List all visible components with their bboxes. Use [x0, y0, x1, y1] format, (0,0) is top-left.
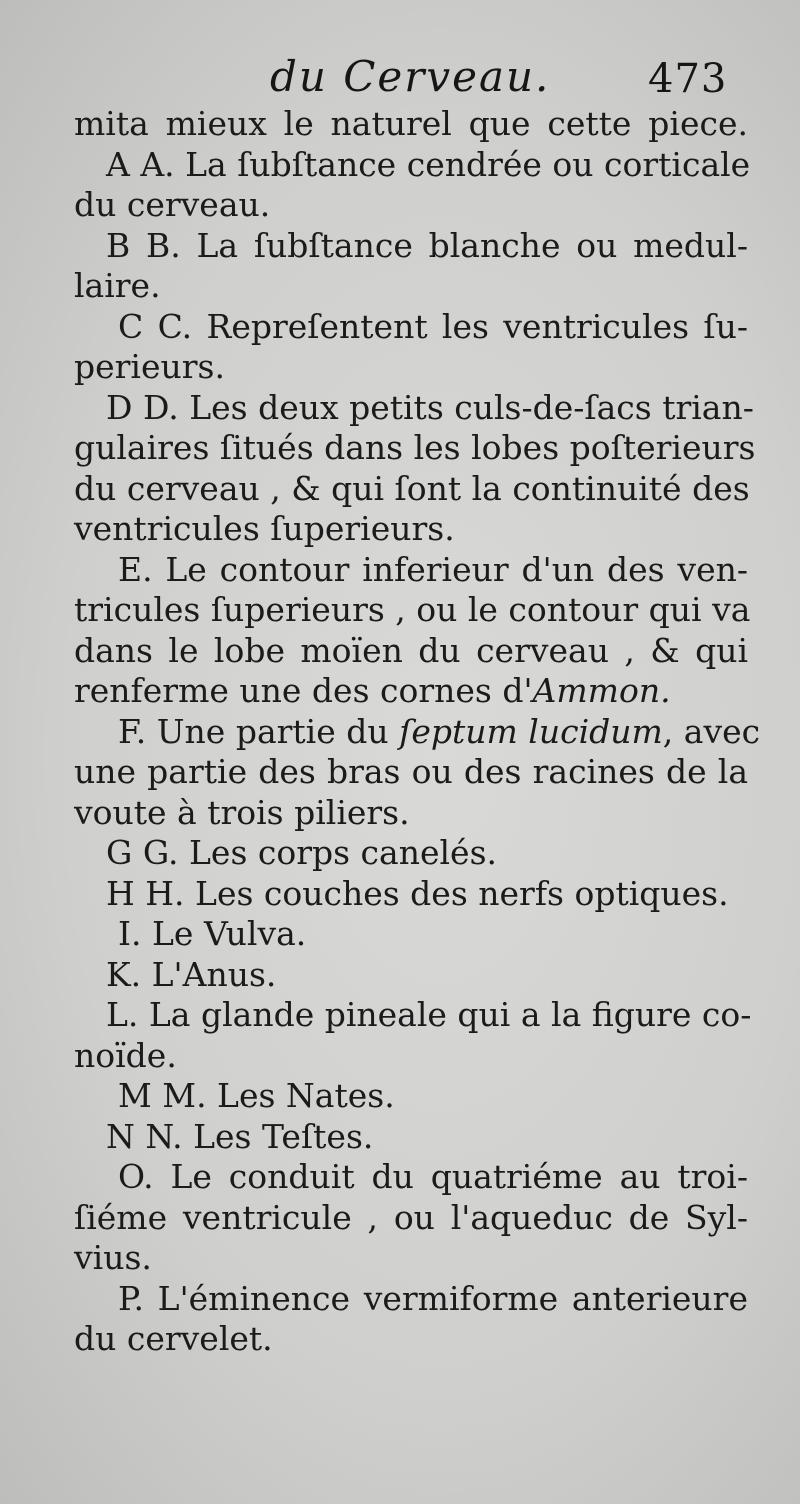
text-line: du cervelet. — [74, 1319, 273, 1358]
text-line: mita mieux le naturel que cette piece. — [74, 104, 748, 143]
text-line: du cerveau , & qui ſont la continuité des — [74, 468, 750, 508]
text-line — [74, 671, 748, 712]
text-line — [74, 711, 761, 753]
page-number: 473 — [648, 56, 728, 102]
text-line: noïde. — [74, 1035, 177, 1075]
text-line: O. Le conduit du quatriéme au troi- — [118, 1157, 748, 1196]
text-line: ventricules ſuperieurs. — [74, 509, 455, 548]
text-line: tricules ſuperieurs , ou le contour qui va — [74, 590, 751, 629]
text-line: E. Le contour inferieur d'un des ven- — [118, 549, 748, 589]
text-line: gulaires ſitués dans les lobes poſterieurs — [74, 428, 756, 467]
text-line: du cerveau. — [74, 185, 271, 224]
text-line: A A. La ſubſtance cendrée ou corticale — [106, 144, 751, 184]
text-line: B B. La ſubſtance blanche ou medul- — [106, 225, 748, 265]
text-line: P. L'éminence vermiforme anterieure — [118, 1278, 748, 1318]
text-line: une partie des bras ou des racines de la — [74, 752, 748, 791]
text-line: laire. — [74, 266, 161, 305]
text-line: perieurs. — [74, 347, 225, 386]
text-line: I. Le Vulva. — [118, 914, 307, 953]
text-line: M M. Les Nates. — [118, 1076, 395, 1115]
text-line: C C. Repreſentent les ventricules ſu- — [118, 306, 748, 346]
text-line: H H. Les couches des nerfs optiques. — [106, 873, 729, 913]
text-segment-italic: ſeptum lucidum — [399, 711, 663, 751]
text-line: K. L'Anus. — [106, 954, 277, 994]
text-segment-italic: Ammon. — [532, 671, 671, 710]
text-line: vius. — [74, 1238, 152, 1277]
text-line: voute à trois piliers. — [74, 792, 410, 832]
body-text — [74, 104, 761, 1360]
page-header — [0, 52, 800, 108]
running-title: du Cerveau. — [270, 52, 551, 101]
text-line: L. La glande pineale qui a la figure co- — [106, 995, 752, 1034]
text-segment: F. Une partie du — [118, 711, 400, 751]
text-segment: renferme une des cornes d' — [74, 671, 533, 710]
text-segment: , avec — [662, 711, 761, 751]
text-line: N N. Les Teſtes. — [106, 1116, 374, 1156]
text-line: dans le lobe moïen du cerveau , & qui — [74, 630, 748, 670]
text-line: D D. Les deux petits culs-de-ſacs trian- — [106, 387, 754, 427]
text-line: ſiéme ventricule , ou l'aqueduc de Syl- — [74, 1197, 748, 1237]
text-line: G G. Les corps canelés. — [106, 833, 498, 872]
